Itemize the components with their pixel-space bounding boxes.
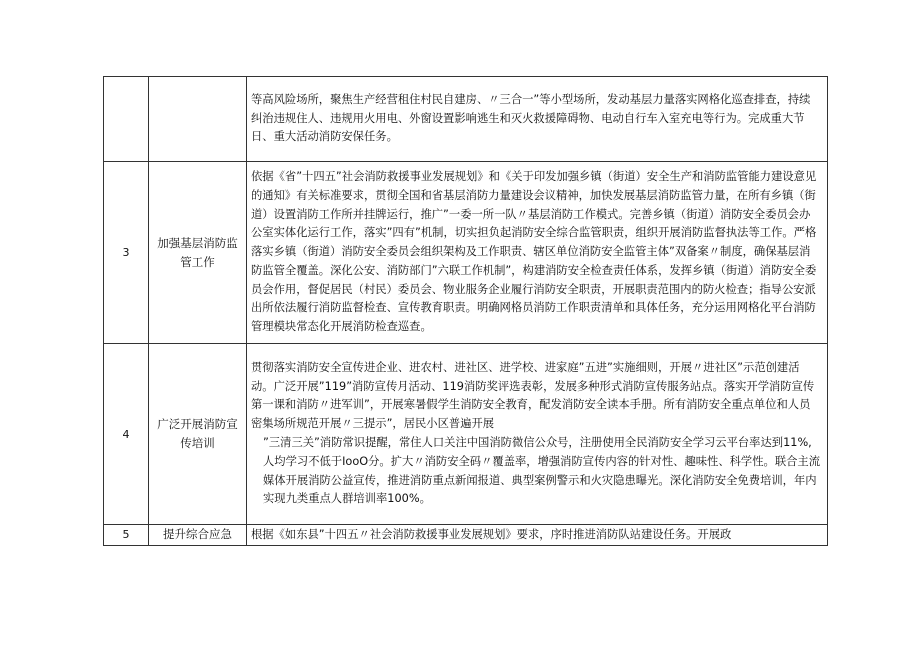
row-number: 5 — [104, 525, 149, 546]
task-name: 广泛开展消防宣传培训 — [149, 344, 247, 525]
content-paragraph: 依据《省”十四五”社会消防救援事业发展规划》和《关于印发加强乡镇（街道）安全生产和消防监管能力建设意见的通知》有关标准要求，贯彻全国和省基层消防力量建设会议精神，加快发展基层消防监管力量，在所有乡镇（街道）设置消防工作所并挂牌运行，推广”一委一所一队〃基层消防工作模式。完善乡镇（街道）消防安全委员会办公室实体化运行工作，落实”四有”机制，切实担负起消防安全综合监管职责，组织开展消防监督执法等工作。严格落实乡镇（街道）消防安全委员会组织架构及工作职责、辖区单位消防安全监管主体”双备案〃制度，确保基层消防监管全覆盖。深化公安、消防部门”六联工作机制”，构建消防安全检查责任体系，发挥乡镇（街道）消防安全委员会作用，督促居民（村民）委员会、物业服务企业履行消防安全职责，开展职责范围内的防火检查；指导公安派出所依法履行消防监督检查、宣传教育职责。明确网格员消防工作职责清单和具体任务，充分运用网格化平台消防管理模块常态化开展消防检查巡查。 — [251, 169, 817, 334]
task-name — [149, 77, 247, 162]
row-number — [104, 77, 149, 162]
task-content — [247, 162, 828, 344]
task-content — [247, 525, 828, 546]
table-row — [104, 162, 828, 344]
task-name: 提升综合应急 — [149, 525, 247, 546]
row-number: 4 — [104, 344, 149, 525]
table-row — [104, 344, 828, 525]
content-paragraph: 根据《如东县”十四五〃社会消防救援事业发展规划》要求，序时推进消防队站建设任务。开展政 — [251, 528, 732, 541]
task-table — [103, 76, 828, 546]
content-paragraph: 等高风险场所，聚焦生产经营租住村民自建房、〃三合一”等小型场所，发动基层力量落实网格化巡查排查，持续纠治违规住人、违规用火用电、外窗设置影响逃生和灭火救援障碍物、电动自行车入室充电等行为。完成重大节日、重大活动消防安保任务。 — [251, 92, 811, 144]
task-content — [247, 344, 828, 525]
table-row — [104, 525, 828, 546]
task-name: 加强基层消防监管工作 — [149, 162, 247, 344]
content-paragraph: ”三清三关”消防常识提醒，常住人口关注中国消防微信公众号，注册使用全民消防安全学习云平台率达到11%,人均学习不低于IooO分。扩大〃消防安全码〃覆盖率，增强消防宣传内容的针对性、趣味性、科学性。联合主流媒体开展消防公益宣传，推进消防重点新闻报道、典型案例警示和火灾隐患曝光。深化消防安全免费培训，年内实现九类重点人群培训率100%。 — [263, 436, 821, 506]
table-row — [104, 77, 828, 162]
row-number: 3 — [104, 162, 149, 344]
task-content — [247, 77, 828, 162]
content-paragraph: 贯彻落实消防安全宣传进企业、进农村、进社区、进学校、进家庭”五进”实施细则，开展〃进社区”示范创建活动。广泛开展”119”消防宣传月活动、119消防奖评选表彰，发展多种形式消防宣传服务站点。落实开学消防宣传第一课和消防〃进军训”，开展寒暑假学生消防安全教育，配发消防安全读本手册。所有消防安全重点单位和人员密集场所规范开展〃三提示”，居民小区普遍开展 — [251, 360, 815, 431]
